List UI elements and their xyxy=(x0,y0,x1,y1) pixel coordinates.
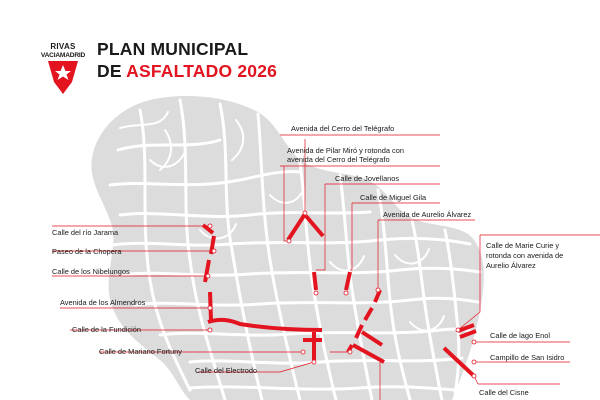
label-aurelio-alvarez: Avenida de Aurelio Álvarez xyxy=(383,210,472,219)
brand-line2: VACIAMADRID xyxy=(40,52,86,59)
label-chopera: Paseo de la Chopera xyxy=(52,247,122,256)
label-marie-curie-line2: rotonda con avenida de xyxy=(486,251,564,260)
label-jovellanos: Calle de Jovellanos xyxy=(335,174,400,183)
title-line2-accent: ASFALTADO 2026 xyxy=(126,61,278,81)
label-campillo: Campillo de San Isidro xyxy=(490,353,565,362)
label-marie-curie-line3: Aurelio Álvarez xyxy=(486,261,536,270)
label-miguel-gila: Calle de Miguel Gila xyxy=(360,193,427,202)
shield-star-icon xyxy=(48,61,78,94)
label-lago-enol: Calle de lago Enol xyxy=(490,331,550,340)
label-fundicion: Calle de la Fundición xyxy=(72,325,142,334)
page-title xyxy=(97,38,277,82)
label-electrodo: Calle del Electrodo xyxy=(195,366,258,375)
title-line1: PLAN MUNICIPAL xyxy=(97,39,249,59)
label-marie-curie-line1: Calle de Marie Curie y xyxy=(486,241,560,250)
label-mariano-fortuny: Calle de Mariano Fortuny xyxy=(99,347,182,356)
label-rio-jarama: Calle del río Jarama xyxy=(52,228,119,237)
label-cisne: Calle del Cisne xyxy=(479,388,529,397)
brand-logo xyxy=(40,42,86,60)
title-line2 xyxy=(97,60,277,82)
label-nibelungos: Calle de los Nibelungos xyxy=(52,267,130,276)
label-pilar-miro-line1: Avenida de Pilar Miró y rotonda con xyxy=(287,146,404,155)
label-pilar-miro-line2: avenida del Cerro del Telégrafo xyxy=(287,155,390,164)
brand-line1: RIVAS xyxy=(50,42,76,51)
label-cerro-telegrafo: Avenida del Cerro del Telégrafo xyxy=(291,124,395,133)
label-almendros: Avenida de los Almendros xyxy=(60,298,146,307)
street-jovellanos xyxy=(314,272,316,290)
title-line2-prefix: DE xyxy=(97,61,127,81)
